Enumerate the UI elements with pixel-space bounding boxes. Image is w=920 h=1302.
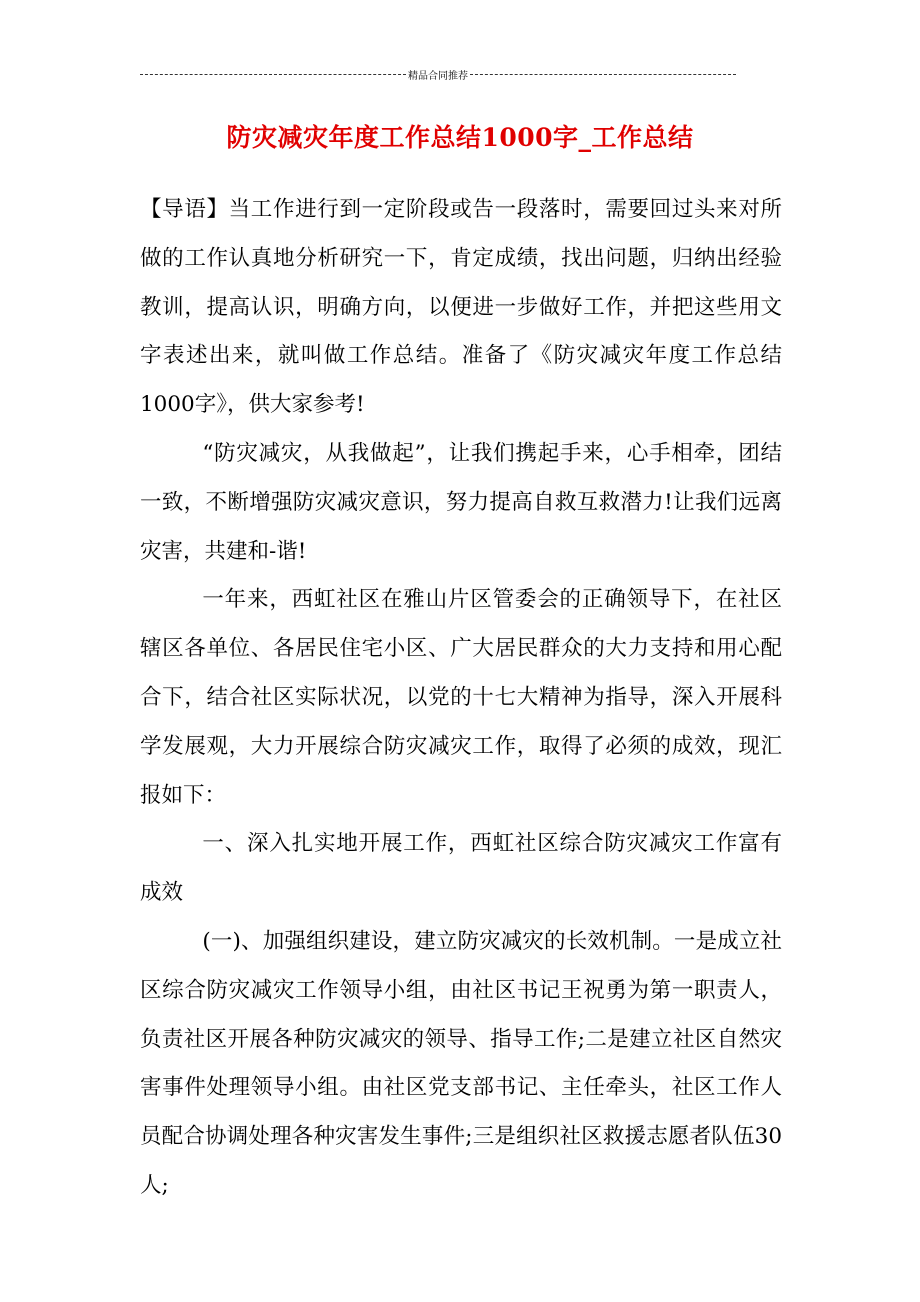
document-title: 防灾减灾年度工作总结1000字_工作总结 xyxy=(226,123,694,152)
header-divider-right xyxy=(470,74,736,75)
section-heading-1: 一、深入扎实地开展工作，西虹社区综合防灾减灾工作富有成效 xyxy=(140,831,782,906)
overview-paragraph: 一年来，西虹社区在雅山片区管委会的正确领导下，在社区辖区各单位、各居民住宅小区、广大居民群众的大力支持和用心配合下，结合社区实际状况，以党的十七大精神为指导，深入开展科学发展观，大力开展综合防灾减灾工作，取得了必须的成效，现汇报如下： xyxy=(140,587,782,808)
slogan-paragraph: “防灾减灾，从我做起”，让我们携起手来，心手相牵，团结一致，不断增强防灾减灾意识，努力提高自救互救潜力!让我们远离灾害，共建和-谐! xyxy=(140,440,782,564)
page-header xyxy=(140,66,736,82)
header-divider-left xyxy=(140,74,406,75)
subsection-paragraph-1: (一)、加强组织建设，建立防灾减灾的长效机制。一是成立社区综合防灾减灾工作领导小组，由社区书记王祝勇为第一职责人，负责社区开展各种防灾减灾的领导、指导工作;二是建立社区自然灾害事件处理领导小组。由社区党支部书记、主任牵头，社区工作人员配合协调处理各种灾害发生事件;三是组织社区救援志愿者队伍30人; xyxy=(140,928,782,1198)
intro-paragraph: 【导语】当工作进行到一定阶段或告一段落时，需要回过头来对所做的工作认真地分析研究一下，肯定成绩，找出问题，归纳出经验教训，提高认识，明确方向，以便进一步做好工作，并把这些用文字表述出来，就叫做工作总结。准备了《防灾减灾年度工作总结1000字》，供大家参考! xyxy=(140,197,782,418)
header-label: 精品合同推荐 xyxy=(408,70,468,82)
document-body xyxy=(140,186,782,1211)
